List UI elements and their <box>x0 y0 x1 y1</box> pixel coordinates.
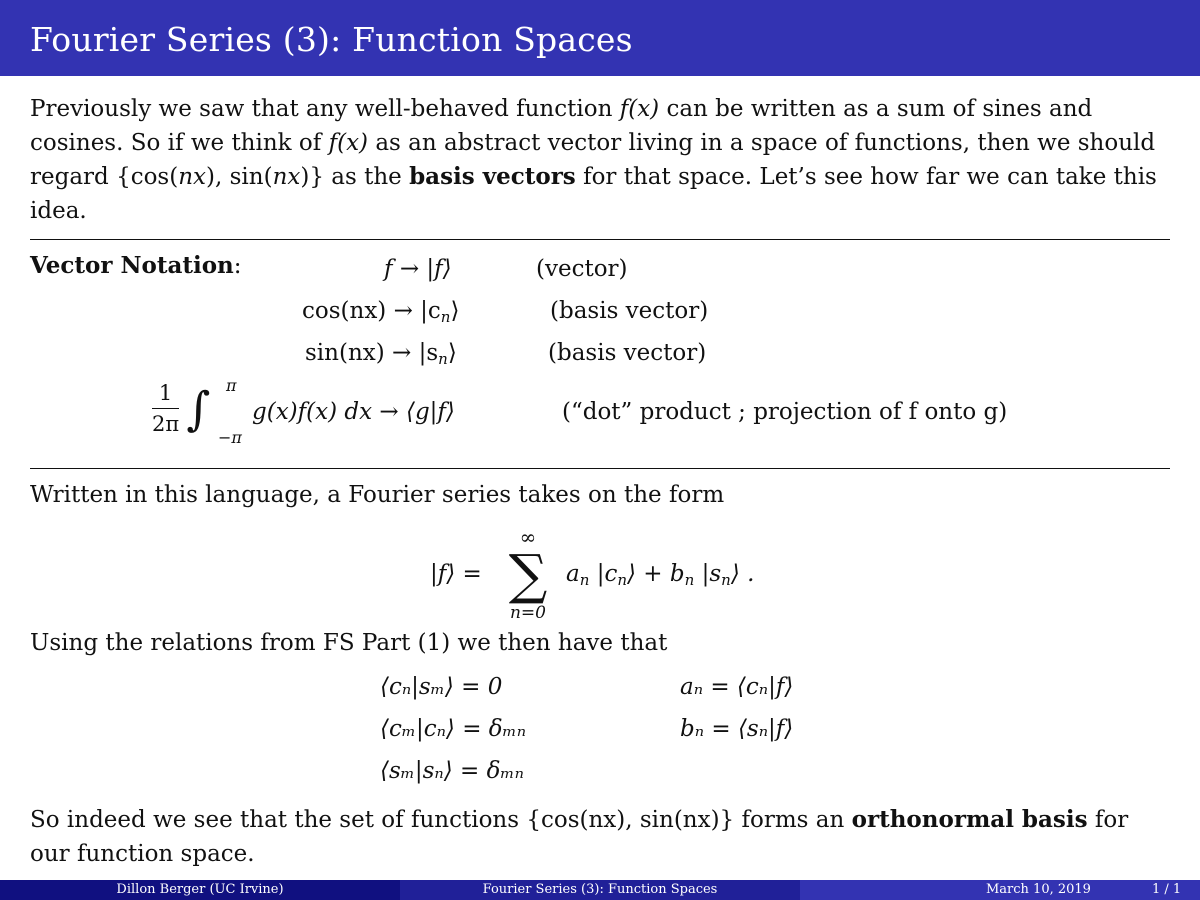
fourier-rhs-c: |c <box>589 561 618 587</box>
sum-lower-limit: n=0 <box>509 603 546 623</box>
bottom-divider <box>30 468 1170 469</box>
relation-an: aₙ = ⟨cₙ|f⟩ <box>680 674 794 700</box>
slide-footer <box>0 880 1200 900</box>
integral-fraction-numerator: 1 <box>152 378 179 409</box>
top-divider <box>30 239 1170 240</box>
relation-sm-sn: ⟨sₘ|sₙ⟩ = δₘₙ <box>380 758 524 784</box>
fourier-rhs-sub-1: n <box>579 571 590 589</box>
fourier-rhs-sub-3: n <box>684 571 695 589</box>
fourier-lhs: |f⟩ = <box>430 561 482 587</box>
notation-row-cos <box>302 298 459 326</box>
footer-right <box>800 880 1200 900</box>
relation-cm-cn: ⟨cₘ|cₙ⟩ = δₘₙ <box>380 716 527 742</box>
intro-text-5: )} as the <box>300 164 410 190</box>
footer-title: Fourier Series (3): Function Spaces <box>400 880 800 900</box>
fourier-rhs-a: a <box>566 561 580 587</box>
integral-upper-limit: π <box>226 376 237 395</box>
notation-row-sin-sub: n <box>438 350 448 368</box>
fourier-lead: Written in this language, a Fourier series takes on the form <box>30 482 725 508</box>
notation-row-cos-note: (basis vector) <box>550 298 709 324</box>
intro-math-nx-1: nx <box>178 164 207 190</box>
footer-date: March 10, 2019 <box>986 882 1091 897</box>
relation-bn: bₙ = ⟨sₙ|f⟩ <box>680 716 794 742</box>
sum-sign: ∑ <box>508 543 548 606</box>
intro-math-fx-2: f(x) <box>328 130 369 156</box>
integral-sign: ∫ <box>186 381 211 436</box>
integral-note: (“dot” product ; projection of f onto g) <box>562 399 1008 425</box>
notation-row-cos-tail: ⟩ <box>450 298 460 324</box>
relations-lead: Using the relations from FS Part (1) we then have that <box>30 630 668 656</box>
fourier-rhs <box>566 561 754 589</box>
notation-row-vector <box>384 256 452 282</box>
notation-row-sin-note: (basis vector) <box>548 340 707 366</box>
notation-row-cos-math: cos(nx) → |c <box>302 298 441 324</box>
intro-text-4: ), sin( <box>206 164 273 190</box>
relation-cn-sm: ⟨cₙ|sₘ⟩ = 0 <box>380 674 503 700</box>
conclusion-text-2: for our function space. <box>30 807 1129 867</box>
integral-fraction-denominator: 2π <box>152 412 180 436</box>
conclusion-text-1: So indeed we see that the set of functions {cos(nx), sin(nx)} forms an <box>30 807 852 833</box>
intro-text-6: for that space. Let’s see how far we can take this idea. <box>30 164 1157 224</box>
footer-page-number: 1 / 1 <box>1152 882 1182 897</box>
fourier-rhs-sub-4: n <box>721 571 731 589</box>
fourier-rhs-s: |s <box>694 561 722 587</box>
intro-text-2: can be written as a sum of sines and cosines. So if we think of <box>30 96 1093 156</box>
intro-paragraph <box>30 92 1175 228</box>
footer-author: Dillon Berger (UC Irvine) <box>0 880 400 900</box>
summation-block <box>496 526 560 624</box>
conclusion-bold-orthonormal-basis: orthonormal basis <box>851 806 1088 833</box>
vector-notation-label: Vector Notation <box>30 252 234 279</box>
sum-upper-limit: ∞ <box>519 525 537 549</box>
notation-row-cos-sub: n <box>440 308 451 326</box>
fourier-rhs-sub-2: n <box>617 571 628 589</box>
conclusion-paragraph <box>30 803 1175 871</box>
integral-fraction <box>152 378 179 439</box>
notation-row-sin <box>305 340 457 368</box>
notation-row-vector-note: (vector) <box>536 256 628 282</box>
intro-math-nx-2: nx <box>272 164 301 190</box>
notation-row-sin-math: sin(nx) → |s <box>305 340 439 366</box>
integral-lower-limit: −π <box>218 428 242 447</box>
intro-math-fx-1: f(x) <box>619 96 660 122</box>
integral-body: g(x)f(x) dx → ⟨g|f⟩ <box>252 399 455 425</box>
slide-title: Fourier Series (3): Function Spaces <box>30 20 633 59</box>
fourier-rhs-b: ⟩ + b <box>627 561 685 587</box>
intro-text-1: Previously we saw that any well-behaved function <box>30 96 620 122</box>
intro-text-3: as an abstract vector living in a space of functions, then we should regard {cos( <box>30 130 1156 190</box>
slide-title-bar <box>0 0 1200 76</box>
notation-row-sin-tail: ⟩ <box>447 340 457 366</box>
notation-row-integral <box>152 378 210 448</box>
vector-notation-heading <box>30 252 242 279</box>
notation-row-vector-math: f → |f⟩ <box>384 256 452 282</box>
fourier-rhs-end: ⟩ . <box>730 561 755 587</box>
intro-bold-basis-vectors: basis vectors <box>409 163 576 190</box>
vector-notation-colon: : <box>233 253 242 279</box>
